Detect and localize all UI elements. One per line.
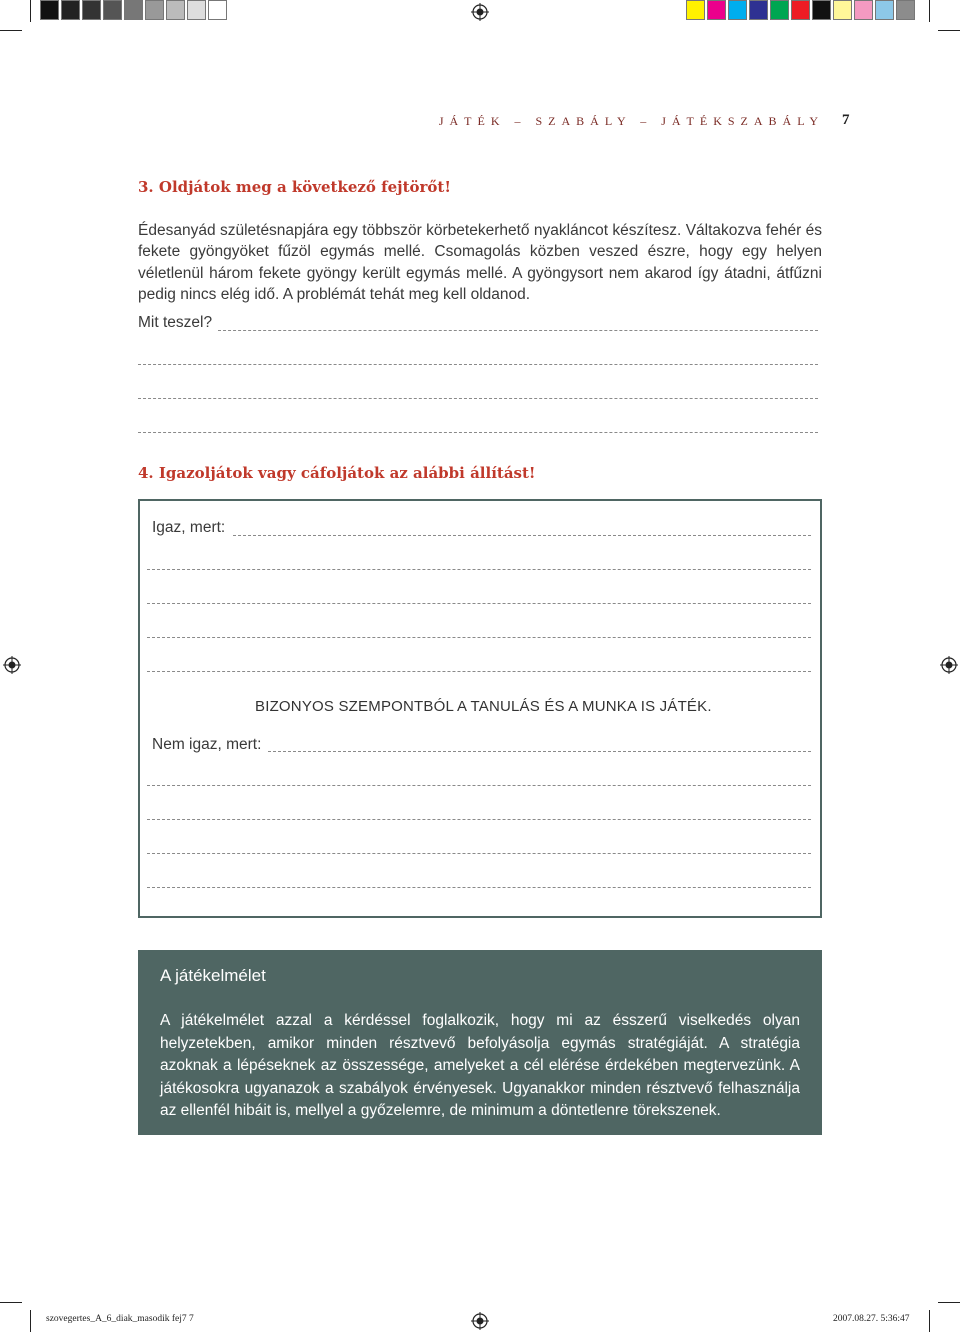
task-4-title: 4. Igazoljátok vagy cáfoljátok az alábbi állítást!	[138, 464, 536, 482]
registration-mark-icon	[471, 1312, 489, 1330]
answer-line[interactable]	[147, 569, 811, 570]
answer-line[interactable]	[138, 398, 818, 399]
answer-line[interactable]	[147, 671, 811, 672]
color-swatch	[208, 0, 227, 20]
answer-line[interactable]	[147, 637, 811, 638]
task-3-text: Édesanyád születésnapjára egy többször körbetekerhető nyakláncot készítesz. Váltakozva fehér és fekete gyöngyöket fűzöl egymás mellé. Csomagolás közben veszed észre, hogy egy helyen véletlenül három fekete gyöngy került egymás mellé. A gyöngysort nem akarod így átadni, átfűzni pedig nincs elég idő. A problémát tehát meg kell oldanod.	[138, 222, 822, 303]
registration-mark-icon	[3, 656, 21, 674]
footer-timestamp: 2007.08.27. 5:36:47	[833, 1314, 910, 1324]
color-swatch	[686, 0, 705, 20]
color-swatch	[187, 0, 206, 20]
answer-line[interactable]	[138, 364, 818, 365]
info-box-title: A játékelmélet	[160, 966, 266, 985]
color-swatch	[103, 0, 122, 20]
color-swatch	[82, 0, 101, 20]
color-swatch	[145, 0, 164, 20]
color-swatch	[124, 0, 143, 20]
task-3-prompt: Mit teszel?	[138, 314, 213, 331]
grayscale-color-bar	[40, 0, 229, 22]
answer-line[interactable]	[218, 330, 818, 331]
answer-line[interactable]	[147, 887, 811, 888]
process-color-bar	[686, 0, 917, 22]
color-swatch	[812, 0, 831, 20]
false-label: Nem igaz, mert:	[152, 736, 262, 753]
crop-mark	[0, 1302, 22, 1303]
color-swatch	[833, 0, 852, 20]
info-box-body: A játékelmélet azzal a kérdéssel foglalkozik, hogy mi az ésszerű viselkedés olyan helyzetekben, amikor minden résztvevő befolyásolja egymás stratégiáját. A stratégia azoknak a lépéseknek az összessége, amelyeket a cél elérése érdekében megtervezünk. A játékosokra ugyanazok a szabályok érvényesek. Ugyanakkor minden résztvevő felhasználja az ellenfél hibáit is, mellyel a győzelemre, de minimum a döntetlenre törekszenek.	[160, 1012, 800, 1119]
answer-line[interactable]	[147, 603, 811, 604]
answer-line[interactable]	[233, 535, 811, 536]
color-swatch	[854, 0, 873, 20]
footer-file: szovegertes_A_6_diak_masodik fej7 7	[46, 1314, 194, 1324]
answer-line[interactable]	[268, 751, 811, 752]
crop-mark	[0, 30, 22, 31]
color-swatch	[791, 0, 810, 20]
color-swatch	[896, 0, 915, 20]
color-swatch	[166, 0, 185, 20]
color-swatch	[875, 0, 894, 20]
info-box	[138, 950, 822, 1135]
statement: BIZONYOS SZEMPONTBÓL A TANULÁS ÉS A MUNKA IS JÁTÉK.	[255, 698, 712, 715]
answer-line[interactable]	[147, 785, 811, 786]
crop-mark	[938, 1302, 960, 1303]
running-head: JÁTÉK – SZABÁLY – JÁTÉKSZABÁLY	[438, 114, 824, 128]
answer-line[interactable]	[138, 432, 818, 433]
true-label: Igaz, mert:	[152, 519, 226, 536]
color-swatch	[61, 0, 80, 20]
crop-mark	[30, 0, 31, 22]
color-swatch	[40, 0, 59, 20]
task-3-title: 3. Oldjátok meg a következő fejtörőt!	[138, 178, 451, 196]
crop-mark	[929, 0, 930, 22]
color-swatch	[749, 0, 768, 20]
answer-line[interactable]	[147, 853, 811, 854]
crop-mark	[30, 1310, 31, 1332]
answer-line[interactable]	[147, 819, 811, 820]
crop-mark	[938, 30, 960, 31]
registration-mark-icon	[471, 3, 489, 21]
color-swatch	[707, 0, 726, 20]
color-swatch	[770, 0, 789, 20]
color-swatch	[728, 0, 747, 20]
crop-mark	[929, 1310, 930, 1332]
registration-mark-icon	[940, 656, 958, 674]
page-number: 7	[842, 112, 850, 128]
